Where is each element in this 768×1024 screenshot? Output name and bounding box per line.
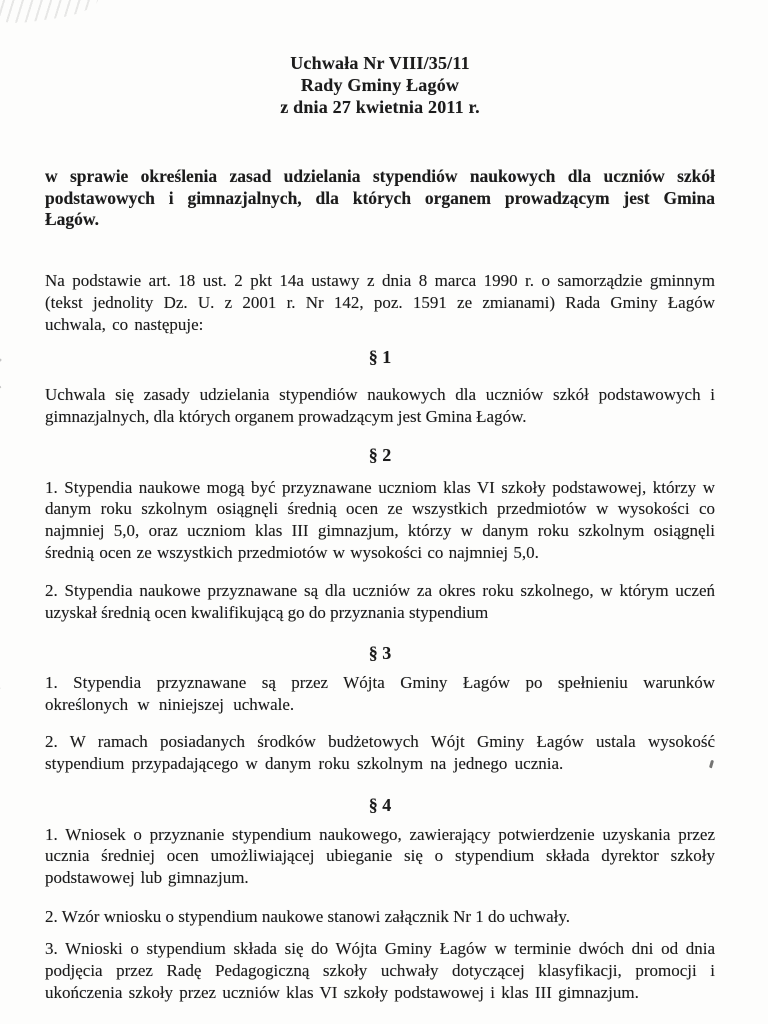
section-2-paragraph-1: 1. Stypendia naukowe mogą być przyznawane uczniom klas VI szkoły podstawowej, którzy w danym roku szkolnym osiągnęli średnią ocen ze wszystkich przedmiotów w wysokości co najmniej 5,0, oraz uczniom klas III gimnazjum, którzy w danym roku szkolnym osiągnęli średnią ocen ze wszystkich przedmiotów w wysokości co najmniej 5,0. bbox=[45, 477, 715, 562]
section-4-paragraph-1: 1. Wniosek o przyznanie stypendium naukowego, zawierający potwierdzenie uzyskania przez ucznia średniej ocen umożliwiającej ubieganie się o stypendium składa dyrektor szkoły podstawowej lub gimnazjum. bbox=[45, 824, 715, 888]
resolution-date: z dnia 27 kwietnia 2011 r. bbox=[280, 97, 480, 117]
section-3-paragraph-2: 2. W ramach posiadanych środków budżetowych Wójt Gminy Łagów ustala wysokość stypendium przypadającego w danym roku szkolnym na jednego ucznia. bbox=[45, 732, 715, 773]
document-header bbox=[45, 52, 715, 118]
section-3-heading: § 3 bbox=[368, 642, 392, 663]
section-3-paragraph-1: 1. Stypendia przyznawane są przez Wójta Gminy Łagów po spełnieniu warunków określonych w niniejszej uchwale. bbox=[45, 672, 715, 714]
section-4-heading: § 4 bbox=[368, 794, 392, 815]
scan-artifact-left-curl-upper bbox=[0, 354, 14, 391]
subject-paragraph: w sprawie określenia zasad udzielania stypendiów naukowych dla uczniów szkół podstawowych i gimnazjalnych, dla których organem prowadzącym jest Gmina Łagów. bbox=[45, 166, 715, 230]
scan-artifact-corner-smudge bbox=[0, 0, 100, 27]
section-1-paragraph-1: Uchwala się zasady udzielania stypendiów naukowych dla uczniów szkół podstawowych i gimnazjalnych, dla których organem prowadzącym jest Gmina Łagów. bbox=[45, 385, 715, 426]
section-4-paragraph-3: 3. Wnioski o stypendium składa się do Wójta Gminy Łagów w terminie dwóch dni od dnia podjęcia przez Radę Pedagogiczną szkoły uchwały dotyczącej klasyfikacji, promocji i ukończenia szkoły przez uczniów klas VI szkoły podstawowej i klas III gimnazjum. bbox=[45, 939, 715, 1002]
issuing-body: Rady Gminy Łagów bbox=[300, 75, 460, 95]
section-2-paragraph-2: 2. Stypendia naukowe przyznawane są dla uczniów za okres roku szkolnego, w którym uczeń uzyskał średnią ocen kwalifikującą go do przyznania stypendium bbox=[45, 581, 715, 623]
section-4-paragraph-2: 2. Wzór wniosku o stypendium naukowe stanowi załącznik Nr 1 do uchwały. bbox=[45, 906, 570, 926]
preamble-paragraph: Na podstawie art. 18 ust. 2 pkt 14a ustawy z dnia 8 marca 1990 r. o samorządzie gminnym (tekst jednolity Dz. U. z 2001 r. Nr 142, poz. 1591 ze zmianami) Rada Gminy Łagów uchwala, co następuje: bbox=[45, 271, 715, 334]
resolution-number: Uchwała Nr VIII/35/11 bbox=[290, 53, 470, 73]
section-2-heading: § 2 bbox=[368, 444, 392, 465]
scan-artifact-left-curl-lower bbox=[0, 685, 9, 714]
section-1-heading: § 1 bbox=[368, 347, 392, 368]
